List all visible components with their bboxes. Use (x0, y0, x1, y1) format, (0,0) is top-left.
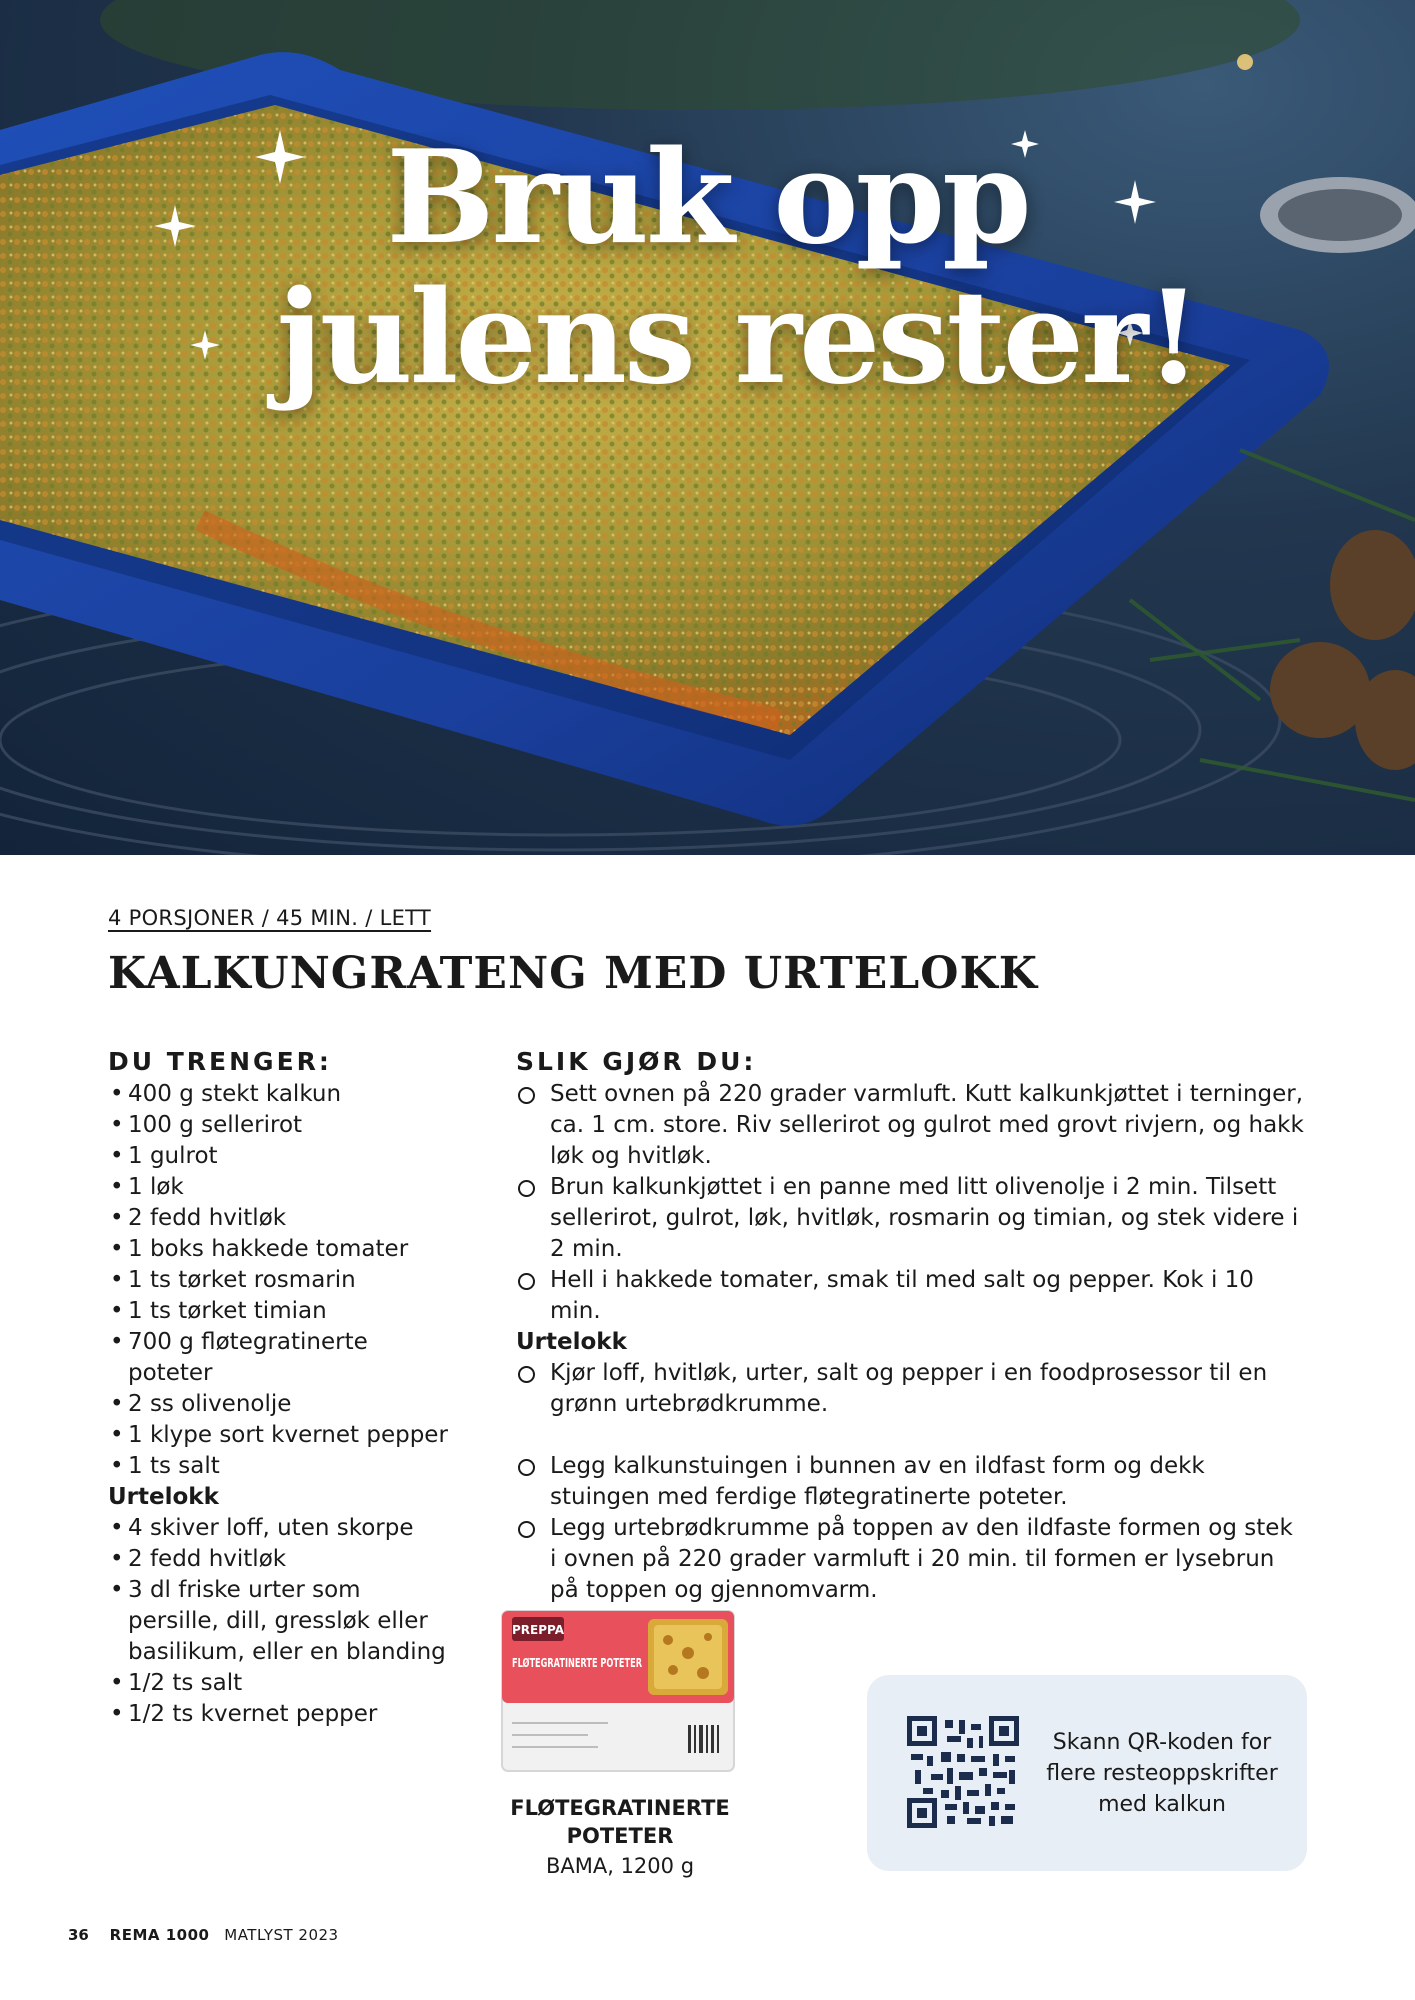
ingredient-item: • 2 fedd hvitløk (108, 1544, 468, 1575)
ingredient-item: • 1 løk (108, 1172, 468, 1203)
hero-title-line2: julens rester! (276, 263, 1199, 413)
topping-ingredients-list (108, 1513, 468, 1730)
ingredients-column (108, 1045, 468, 1730)
recipe-meta: 4 PORSJONER / 45 MIN. / LETT (108, 906, 432, 930)
ingredient-item: • 1 gulrot (108, 1141, 468, 1172)
qr-code-icon[interactable] (907, 1716, 1019, 1828)
package-label-text: FLØTEGRATINERTE POTETER (512, 1655, 643, 1670)
hero-image (0, 0, 1415, 855)
hero-title (0, 123, 1415, 413)
page-number: 36 (68, 1926, 89, 1944)
ingredients-heading: DU TRENGER: (108, 1047, 332, 1076)
step-item: Legg kalkunstuingen i bunnen av en ildfast form og dekk stuingen med ferdige fløtegratinerte poteter. (516, 1451, 1306, 1513)
page-footer (68, 1926, 339, 1944)
ingredient-item: • 1 ts tørket timian (108, 1296, 468, 1327)
ingredient-item: • 2 fedd hvitløk (108, 1203, 468, 1234)
potato-package-icon (498, 1605, 738, 1777)
ingredient-item: • 2 ss olivenolje (108, 1389, 468, 1420)
step-item: Sett ovnen på 220 grader varmluft. Kutt kalkunkjøttet i terninger, ca. 1 cm. store. Riv sellerirot og gulrot med grovt rivjern, og hakk løk og hvitløk. (516, 1079, 1306, 1172)
recipe-title: KALKUNGRATENG MED URTELOKK (108, 948, 1038, 999)
ingredient-item: • 1 klype sort kvernet pepper (108, 1420, 468, 1451)
qr-info-box (867, 1675, 1307, 1871)
qr-caption: Skann QR-koden for flere resteoppskrifter med kalkun (1046, 1730, 1278, 1817)
ingredient-item: • 3 dl friske urter som persille, dill, gressløk eller basilikum, eller en blanding (108, 1575, 448, 1668)
footer-brand-logo: REMA 1000 (109, 1926, 210, 1944)
footer-magazine-name: MATLYST 2023 (224, 1926, 339, 1944)
ingredient-item: • 1 boks hakkede tomater (108, 1234, 468, 1265)
topping-steps-heading: Urtelokk (516, 1329, 627, 1355)
step-item: Hell i hakkede tomater, smak til med salt og pepper. Kok i 10 min. (516, 1265, 1306, 1327)
package-brand-text: PREPPA (511, 1623, 565, 1637)
step-item: Legg urtebrødkrumme på toppen av den ildfaste formen og stek i ovnen på 220 grader varmluft i 20 min. til formen er lysebrun på toppen og gjennomvarm. (516, 1513, 1306, 1606)
product-name: FLØTEGRATINERTE POTETER (510, 1796, 730, 1848)
ingredient-item: • 4 skiver loff, uten skorpe (108, 1513, 468, 1544)
ingredient-item: • 400 g stekt kalkun (108, 1079, 468, 1110)
hero-title-line1: Bruk opp (386, 123, 1029, 273)
ingredient-item: • 1/2 ts kvernet pepper (108, 1699, 468, 1730)
ingredient-item: • 700 g fløtegratinerte poteter (108, 1327, 418, 1389)
product-brand-size: BAMA, 1200 g (545, 1854, 695, 1878)
ingredients-list (108, 1079, 468, 1482)
topping-steps-list (516, 1358, 1306, 1606)
product-package-image (498, 1605, 738, 1777)
ingredient-item: • 1 ts salt (108, 1451, 468, 1482)
ingredient-item: • 100 g sellerirot (108, 1110, 468, 1141)
ingredient-item: • 1 ts tørket rosmarin (108, 1265, 468, 1296)
steps-heading: SLIK GJØR DU: (516, 1047, 757, 1076)
step-item: Kjør loff, hvitløk, urter, salt og pepper i en foodprosessor til en grønn urtebrødkrumme. (516, 1358, 1306, 1420)
step-item: Brun kalkunkjøttet i en panne med litt olivenolje i 2 min. Tilsett sellerirot, gulrot, løk, hvitløk, rosmarin og timian, og stek videre i 2 min. (516, 1172, 1306, 1265)
ingredient-item: • 1/2 ts salt (108, 1668, 468, 1699)
topping-heading: Urtelokk (108, 1484, 219, 1510)
steps-list (516, 1079, 1306, 1327)
steps-column (516, 1045, 1306, 1606)
